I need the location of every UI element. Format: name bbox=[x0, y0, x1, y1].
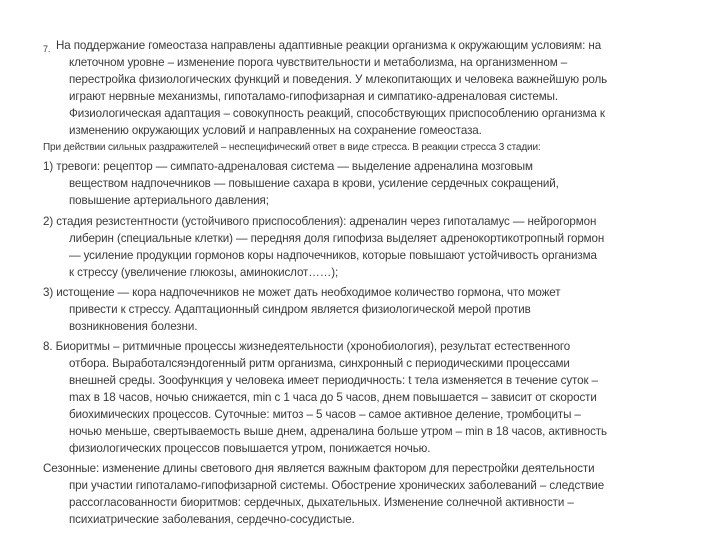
text-line: Физиологическая адаптация – совокупность реакций, способствующих приспособлению организма к bbox=[69, 107, 605, 120]
text-line: повышение артериального давления; bbox=[69, 194, 269, 207]
text-line: физиологических процессов повышается утром, понижается ночью. bbox=[69, 442, 431, 455]
text-line: — усиление продукции гормонов коры надпочечников, которые повышают устойчивость организма bbox=[69, 249, 597, 262]
text-line: 3) истощение — кора надпочечников не может дать необходимое количество гормона, что может bbox=[43, 286, 561, 299]
text-line: 1) тревоги: рецептор — симпато-адреналовая система — выделение адреналина мозговым bbox=[43, 160, 533, 173]
text-line: рассогласованности биоритмов: сердечных, дыхательных. Изменение солнечной активности – bbox=[69, 496, 574, 509]
text-line: биохимических процессов. Суточные: митоз – 5 часов – самое активное деление, тромбоциты – bbox=[69, 408, 581, 421]
text-line: ночью меньше, свертываемость выше днем, адреналина больше утром – min в 18 часов, активность bbox=[69, 425, 607, 438]
text-line: перестройка физиологических функций и поведения. У млекопитающих и человека важнейшую роль bbox=[69, 73, 608, 86]
text-line: клеточном уровне – изменение порога чувствительности и метаболизма, на организменном – bbox=[69, 56, 568, 69]
paragraph-number: 7. bbox=[43, 44, 51, 54]
text-line: веществом надпочечников — повышение сахара в крови, усиление сердечных сокращений, bbox=[69, 177, 559, 190]
text-line: 2) стадия резистентности (устойчивого приспособления): адреналин через гипоталамус — нейрогормон bbox=[43, 215, 597, 228]
text-line: отбора. Выработалсяэндогенный ритм организма, синхронный с периодическими процессами bbox=[69, 357, 570, 370]
text-line: либерин (специальные клетки) — передняя доля гипофиза выделяет адренокортикотропный гормон bbox=[69, 232, 605, 245]
text-line: психиатрические заболевания, сердечно-сосудистые. bbox=[69, 513, 355, 526]
text-line: при участии гипоталамо-гипофизарной системы. Обострение хронических заболеваний – следствие bbox=[69, 479, 605, 492]
text-line: изменению окружающих условий и направленных на сохранение гомеостаза. bbox=[69, 124, 482, 137]
text-line: к стрессу (увеличение глюкозы, аминокислот……); bbox=[69, 266, 339, 279]
text-line: внешней среды. Зоофункция у человека имеет периодичность: t тела изменяется в течение суток – bbox=[69, 374, 598, 387]
text-line: возникновения болезни. bbox=[69, 320, 198, 333]
text-line: Сезонные: изменение длины светового дня является важным фактором для перестройки деятельности bbox=[43, 462, 595, 475]
text-line: max в 18 часов, ночью снижается, min с 1 часа до 5 часов, днем повышается – зависит от скорости bbox=[69, 391, 597, 404]
text-line: При действии сильных раздражителей – неспецифический ответ в виде стресса. В реакции стресса 3 стадии: bbox=[43, 142, 541, 153]
text-line: На поддержание гомеостаза направлены адаптивные реакции организма к окружающим условиям: на bbox=[56, 39, 602, 52]
text-line: 8. Биоритмы – ритмичные процессы жизнедеятельности (хронобиология), результат естественного bbox=[43, 340, 571, 353]
text-line: привести к стрессу. Адаптационный синдром является физиологической мерой против bbox=[69, 303, 531, 316]
text-line: играют нервные механизмы, гипоталамо-гипофизарная и симпатико-адреналовая системы. bbox=[69, 90, 558, 103]
